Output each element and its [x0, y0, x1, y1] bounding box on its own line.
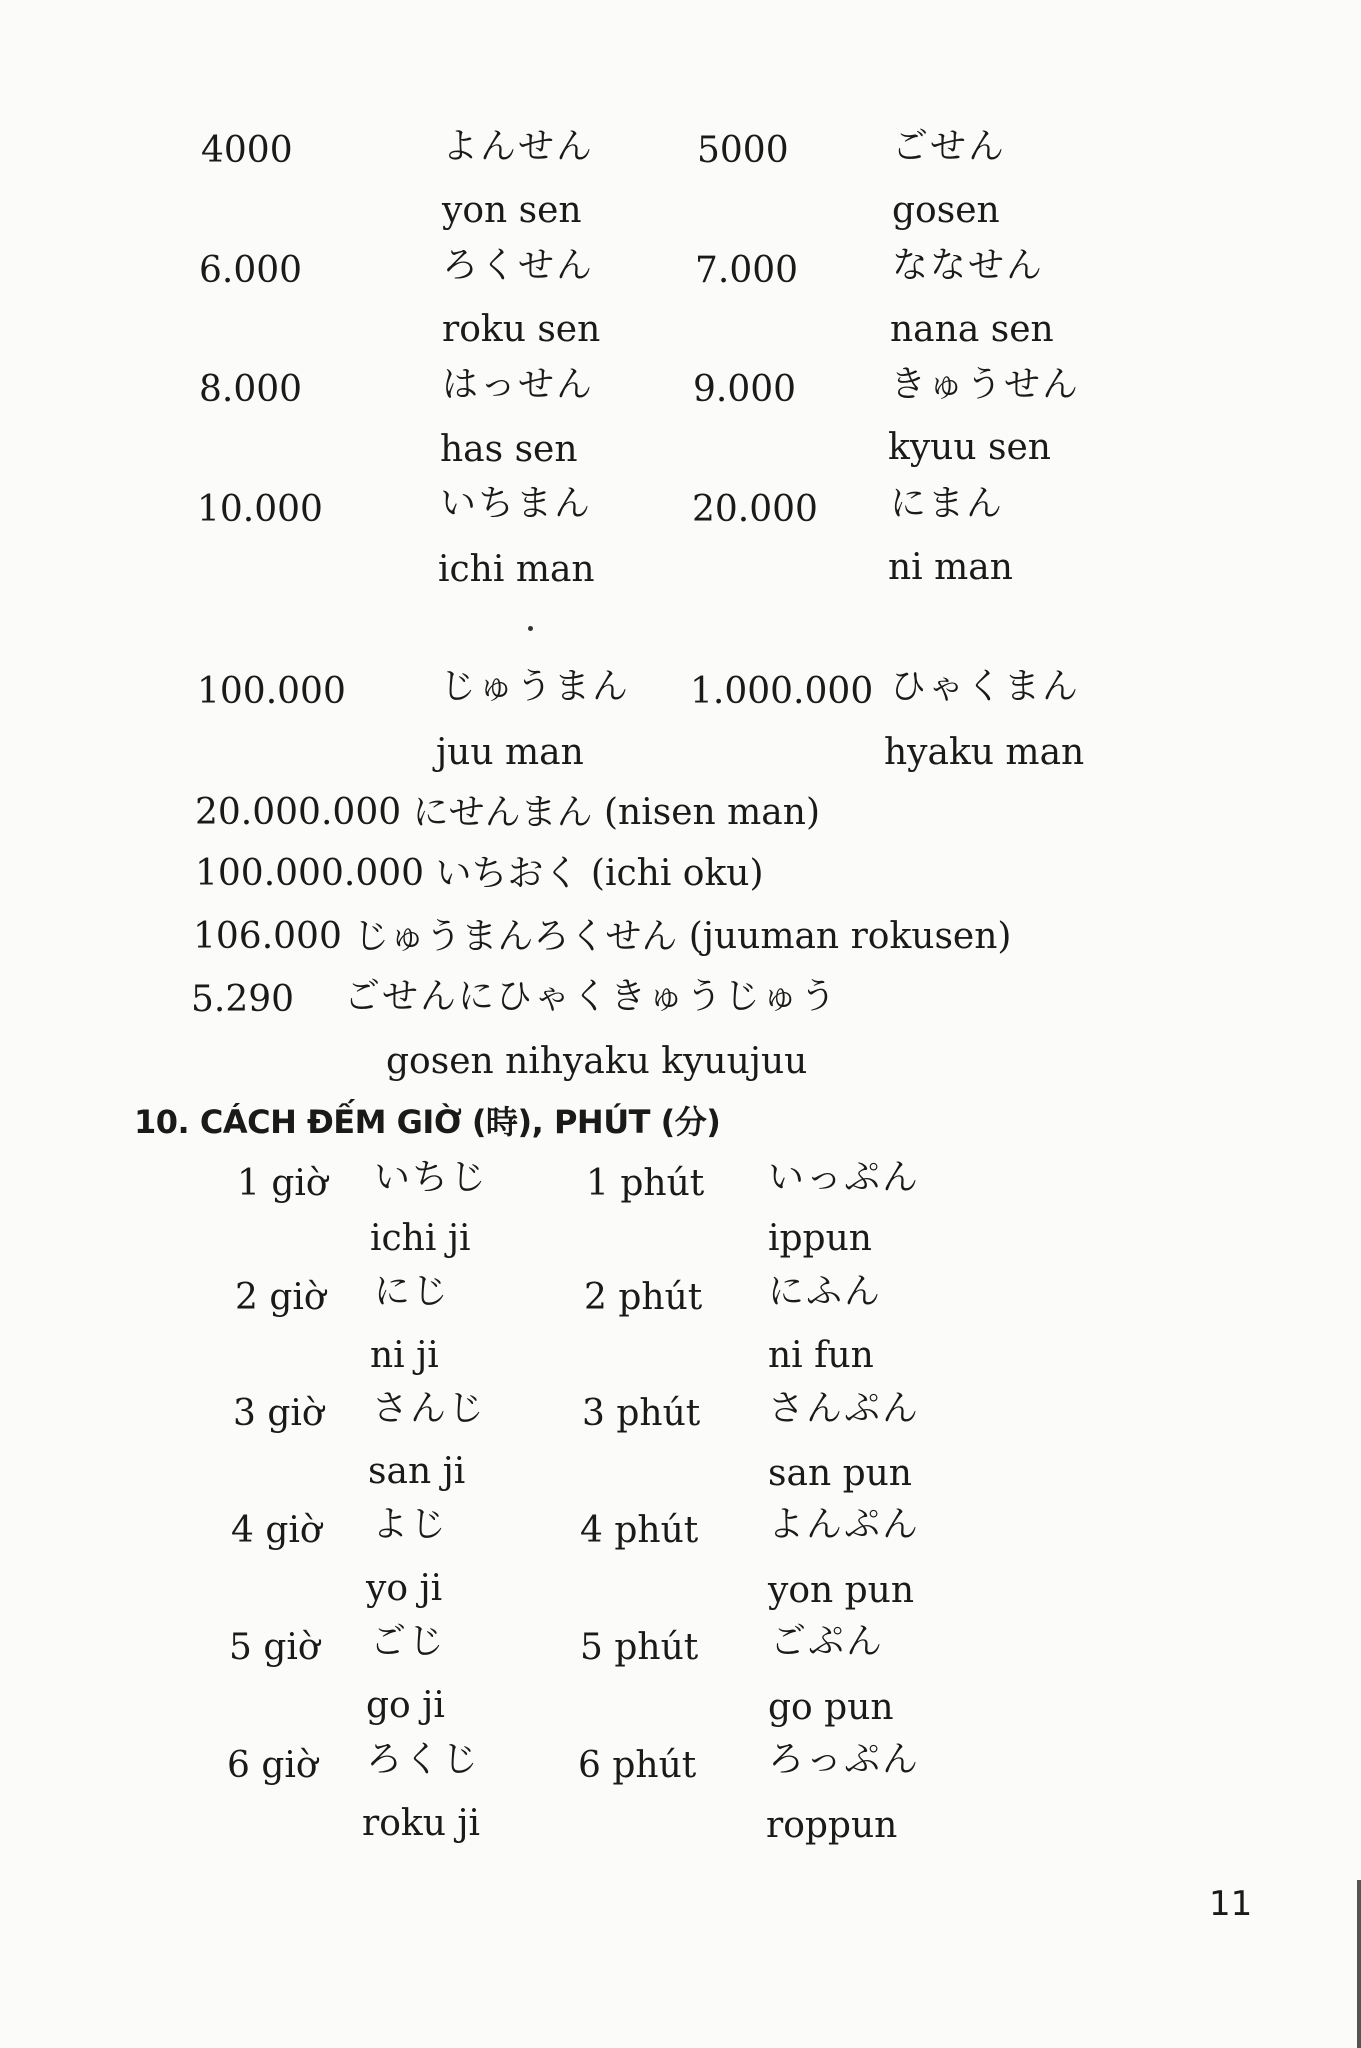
number-kana: きゅうせん [890, 364, 1081, 405]
minute-kana: いっぷん [768, 1157, 921, 1198]
number-kana: ななせん [892, 245, 1045, 286]
minute-kana: ろっぷん [768, 1739, 921, 1780]
hour-romaji: ichi ji [370, 1218, 471, 1259]
minute-kana: さんぷん [768, 1388, 921, 1429]
number-kana: ろくせん [442, 245, 595, 286]
number-kana: ごせん [892, 126, 1007, 167]
minute-romaji: go pun [768, 1687, 894, 1728]
number-line: 100.000.000 いちおく (ichi oku) [195, 853, 764, 894]
minute-romaji: yon pun [768, 1570, 915, 1611]
minute-label: 3 phút [582, 1393, 701, 1434]
minute-romaji: roppun [766, 1805, 898, 1846]
number-line: 106.000 じゅうまんろくせん (juuman rokusen) [193, 916, 1012, 957]
number-kana: よんせん [442, 126, 595, 167]
example-kana: ごせんにひゃくきゅうじゅう [344, 976, 839, 1017]
number-value: 5000 [697, 130, 789, 171]
minute-romaji: ippun [768, 1218, 872, 1259]
number-romaji: kyuu sen [888, 427, 1051, 468]
minute-romaji: ni fun [768, 1335, 874, 1376]
minute-label: 4 phút [580, 1510, 699, 1551]
minute-kana: よんぷん [768, 1504, 921, 1545]
hour-label: 5 giờ [229, 1627, 320, 1668]
minute-kana: にふん [768, 1271, 883, 1312]
number-value: 7.000 [695, 250, 799, 291]
minute-label: 2 phút [584, 1277, 703, 1318]
minute-label: 5 phút [580, 1627, 699, 1668]
hour-kana: にじ [374, 1271, 451, 1312]
hour-romaji: go ji [366, 1685, 445, 1726]
hour-label: 1 giờ [237, 1163, 328, 1204]
example-romaji: gosen nihyaku kyuujuu [386, 1041, 808, 1082]
hour-kana: いちじ [374, 1157, 489, 1198]
stray-dot [528, 626, 533, 631]
number-value: 8.000 [199, 369, 303, 410]
number-romaji: ni man [888, 547, 1013, 588]
example-number: 5.290 [191, 979, 295, 1020]
hour-kana: ろくじ [366, 1739, 481, 1780]
number-value: 20.000 [692, 489, 818, 530]
hour-kana: ごじ [370, 1621, 447, 1662]
hour-kana: さんじ [372, 1388, 487, 1429]
minute-label: 1 phút [586, 1163, 705, 1204]
number-romaji: nana sen [890, 309, 1054, 350]
number-kana: じゅうまん [440, 666, 631, 707]
number-value: 4000 [201, 130, 293, 171]
hour-kana: よじ [372, 1504, 449, 1545]
hour-romaji: san ji [368, 1451, 466, 1492]
number-kana: いちまん [440, 483, 593, 524]
number-romaji: roku sen [442, 309, 601, 350]
hour-label: 3 giờ [233, 1393, 324, 1434]
hour-romaji: roku ji [362, 1803, 481, 1844]
number-romaji: ichi man [438, 549, 595, 590]
number-kana: はっせん [442, 364, 595, 405]
minute-romaji: san pun [768, 1453, 912, 1494]
page-number: 11 [1209, 1884, 1253, 1924]
hour-label: 6 giờ [227, 1745, 318, 1786]
hour-romaji: ni ji [370, 1335, 439, 1376]
hour-label: 2 giờ [235, 1277, 326, 1318]
number-value: 100.000 [197, 671, 346, 712]
section-title: 10. CÁCH ĐẾM GIỜ (時), PHÚT (分) [134, 1103, 721, 1141]
number-value: 9.000 [693, 369, 797, 410]
number-romaji: gosen [892, 190, 1000, 231]
number-romaji: juu man [436, 732, 584, 773]
number-value: 10.000 [197, 489, 323, 530]
page-edge [1357, 1880, 1361, 2048]
number-kana: ひゃくまん [890, 666, 1081, 707]
number-romaji: has sen [440, 429, 578, 470]
minute-kana: ごぷん [770, 1621, 885, 1662]
number-line: 20.000.000 にせんまん (nisen man) [195, 792, 820, 833]
number-value: 6.000 [199, 250, 303, 291]
hour-romaji: yo ji [366, 1568, 443, 1609]
number-romaji: hyaku man [884, 732, 1085, 773]
number-value: 1.000.000 [690, 671, 874, 712]
minute-label: 6 phút [578, 1745, 697, 1786]
hour-label: 4 giờ [231, 1510, 322, 1551]
number-kana: にまん [890, 483, 1005, 524]
number-romaji: yon sen [442, 190, 582, 231]
